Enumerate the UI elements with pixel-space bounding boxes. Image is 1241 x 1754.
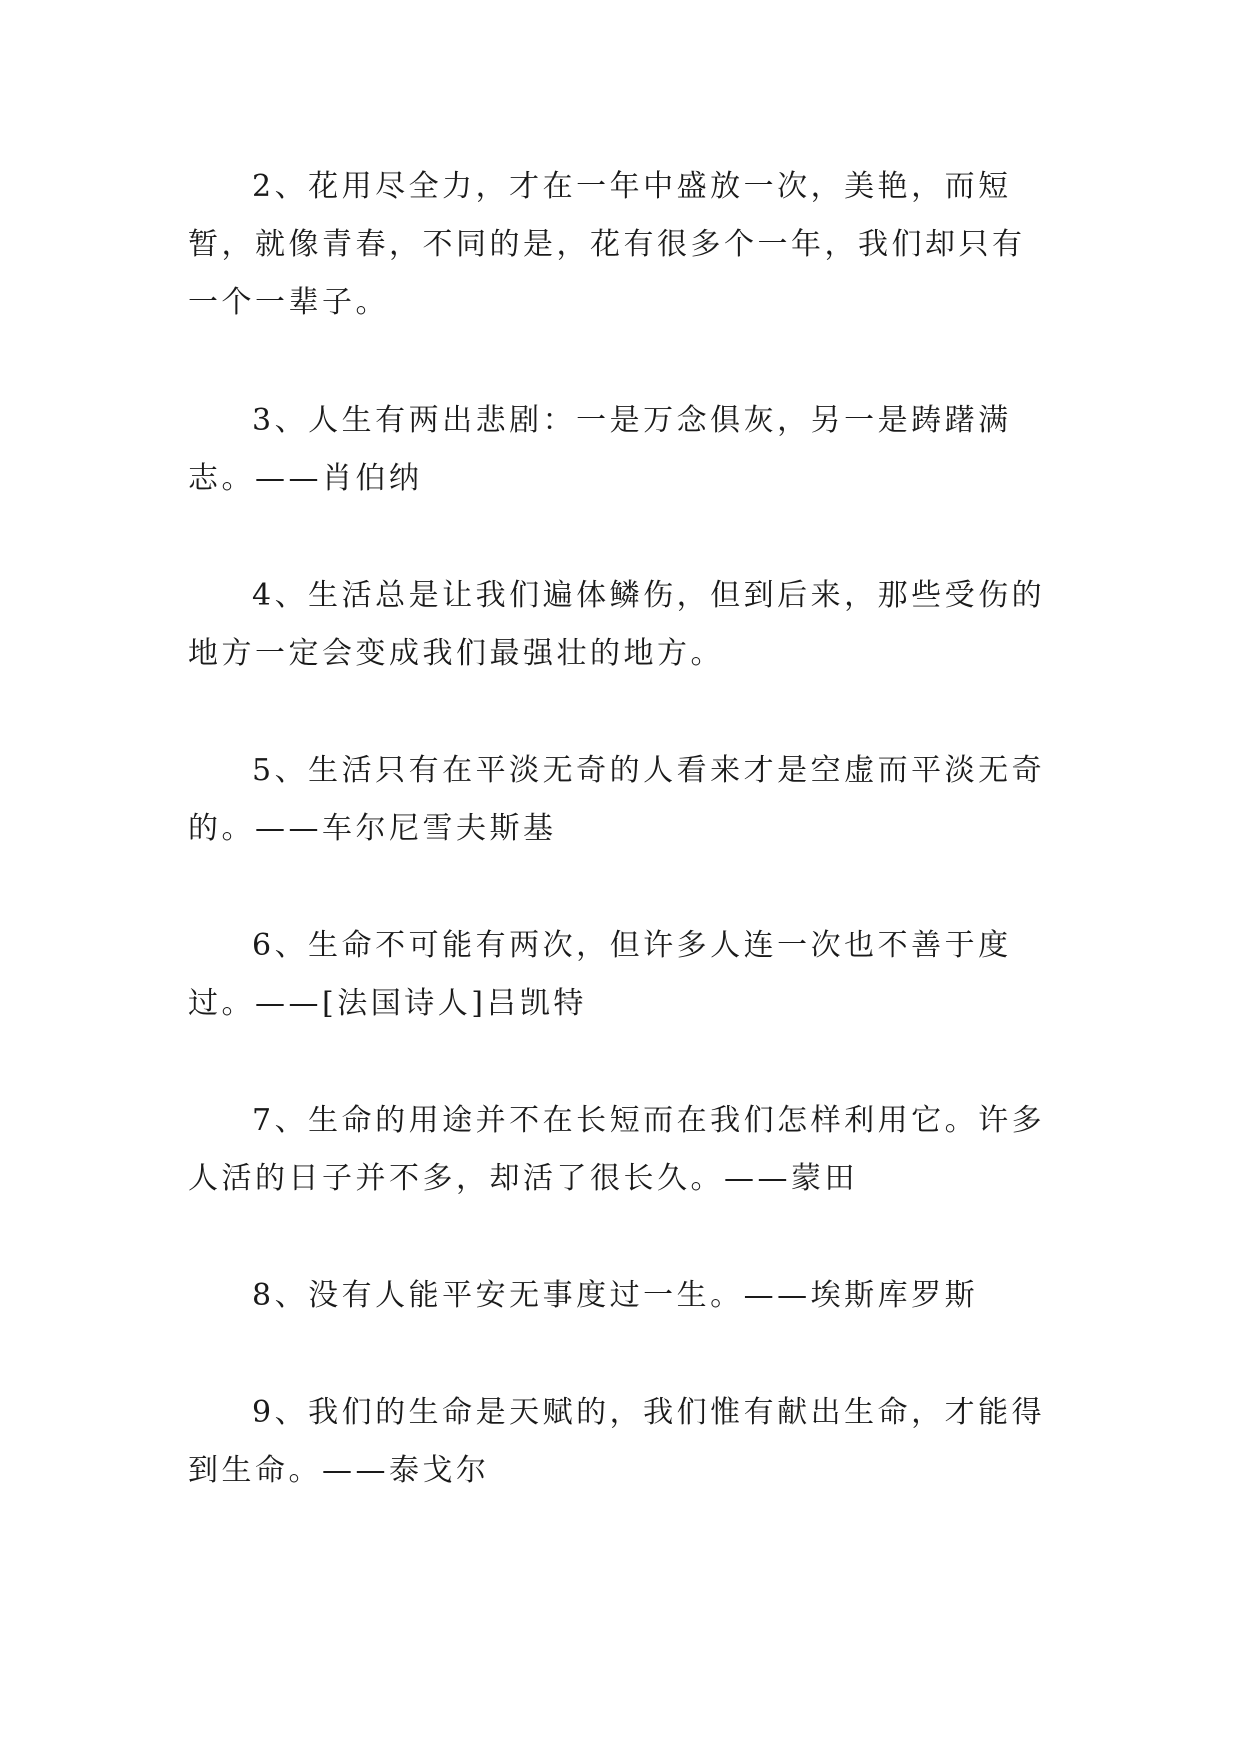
quote-paragraph-3: 3、人生有两出悲剧：一是万念俱灰，另一是踌躇满志。——肖伯纳 — [188, 403, 1012, 496]
quote-paragraph-7: 7、生命的用途并不在长短而在我们怎样利用它。许多人活的日子并不多，却活了很长久。——蒙田 — [188, 1103, 1046, 1196]
quote-paragraph-9: 9、我们的生命是天赋的，我们惟有献出生命，才能得到生命。——泰戈尔 — [188, 1395, 1046, 1488]
quote-paragraph-6: 6、生命不可能有两次，但许多人连一次也不善于度过。——[法国诗人]吕凯特 — [188, 928, 1012, 1021]
quote-paragraph-8: 8、没有人能平安无事度过一生。——埃斯库罗斯 — [252, 1278, 979, 1313]
quote-paragraph-5: 5、生活只有在平淡无奇的人看来才是空虚而平淡无奇的。——车尔尼雪夫斯基 — [188, 753, 1046, 846]
quote-paragraph-4: 4、生活总是让我们遍体鳞伤，但到后来，那些受伤的地方一定会变成我们最强壮的地方。 — [188, 578, 1046, 671]
quote-paragraph-2: 2、花用尽全力，才在一年中盛放一次，美艳，而短暂，就像青春，不同的是，花有很多个一年，我们却只有一个一辈子。 — [188, 169, 1026, 320]
